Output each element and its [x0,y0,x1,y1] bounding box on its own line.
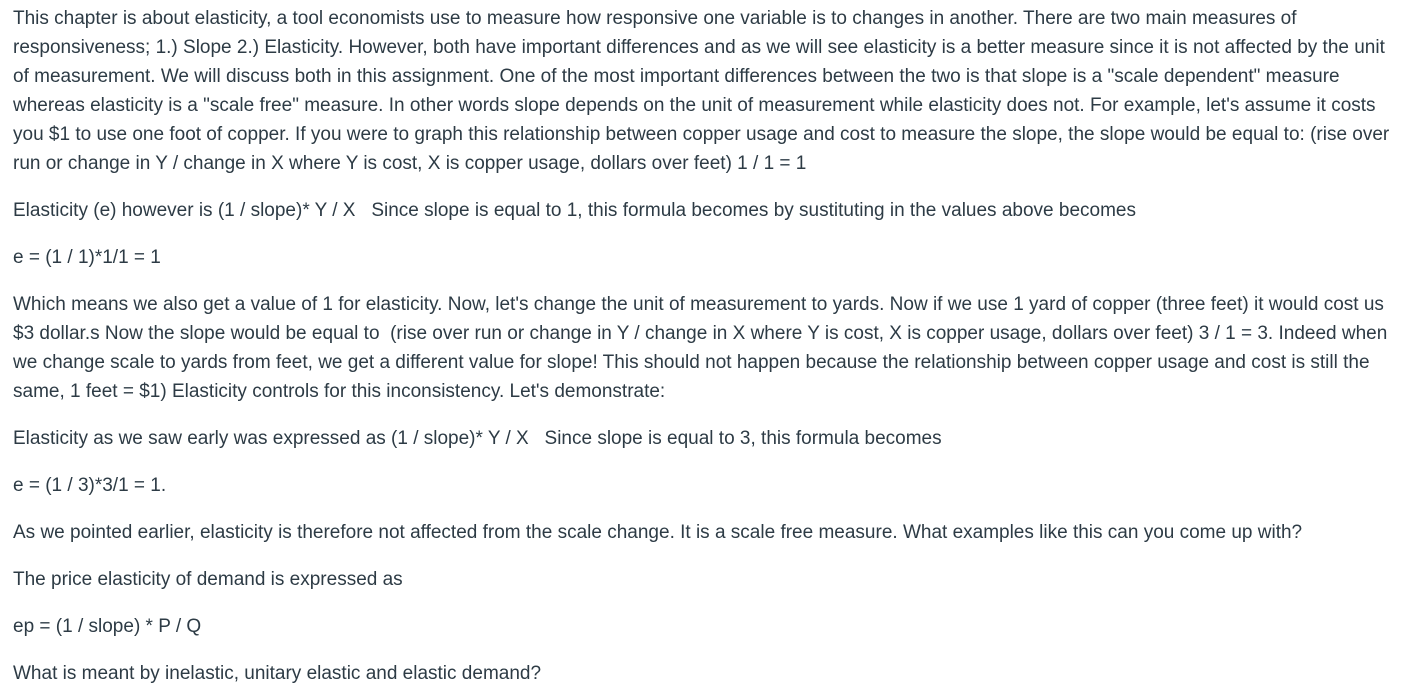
price-elasticity-formula: ep = (1 / slope) * P / Q [13,616,202,637]
elasticity-formula-paragraph: Elasticity (e) however is (1 / slope)* Y / X Since slope is equal to 1, this formula becomes by sustituting in the values above becomes [13,200,1136,221]
price-elasticity-intro: The price elasticity of demand is expressed as [13,569,403,590]
elasticity-example-feet: e = (1 / 1)*1/1 = 1 [13,247,161,268]
intro-paragraph: This chapter is about elasticity, a tool economists use to measure how responsive one variable is to changes in another. There are two main measures of responsiveness; 1.) Slope 2.) Elasticity. However, both have important differences and as we will see elasticity is a better measure since it is not affected by the unit of measurement. We will discuss both in this assignment. One of the most important differences between the two is that slope is a "scale dependent" measure whereas elasticity is a "scale free" measure. In other words slope depends on the unit of measurement while elasticity does not. For example, let's assume it costs you $1 to use one foot of copper. If you were to graph this relationship between copper usage and cost to measure the slope, the slope would be equal to: (rise over run or change in Y / change in X where Y is cost, X is copper usage, dollars over feet) 1 / 1 = 1 [13,8,1395,174]
scale-free-question: As we pointed earlier, elasticity is therefore not affected from the scale change. It is a scale free measure. What examples like this can you come up with? [13,522,1303,543]
elasticity-recap-paragraph: Elasticity as we saw early was expressed as (1 / slope)* Y / X Since slope is equal to 3, this formula becomes [13,428,942,449]
yards-paragraph: Which means we also get a value of 1 for elasticity. Now, let's change the unit of measurement to yards. Now if we use 1 yard of copper (three feet) it would cost us $3 dollar.s Now the slope would be equal to (rise over run or change in Y / change in X where Y is cost, X is copper usage, dollars over feet) 3 / 1 = 3. Indeed when we change scale to yards from feet, we get a different value for slope! This should not happen because the relationship between copper usage and cost is still the same, 1 feet = $1) Elasticity controls for this inconsistency. Let's demonstrate: [13,294,1393,402]
elasticity-example-yards: e = (1 / 3)*3/1 = 1. [13,475,167,496]
demand-types-question: What is meant by inelastic, unitary elastic and elastic demand? [13,663,542,684]
